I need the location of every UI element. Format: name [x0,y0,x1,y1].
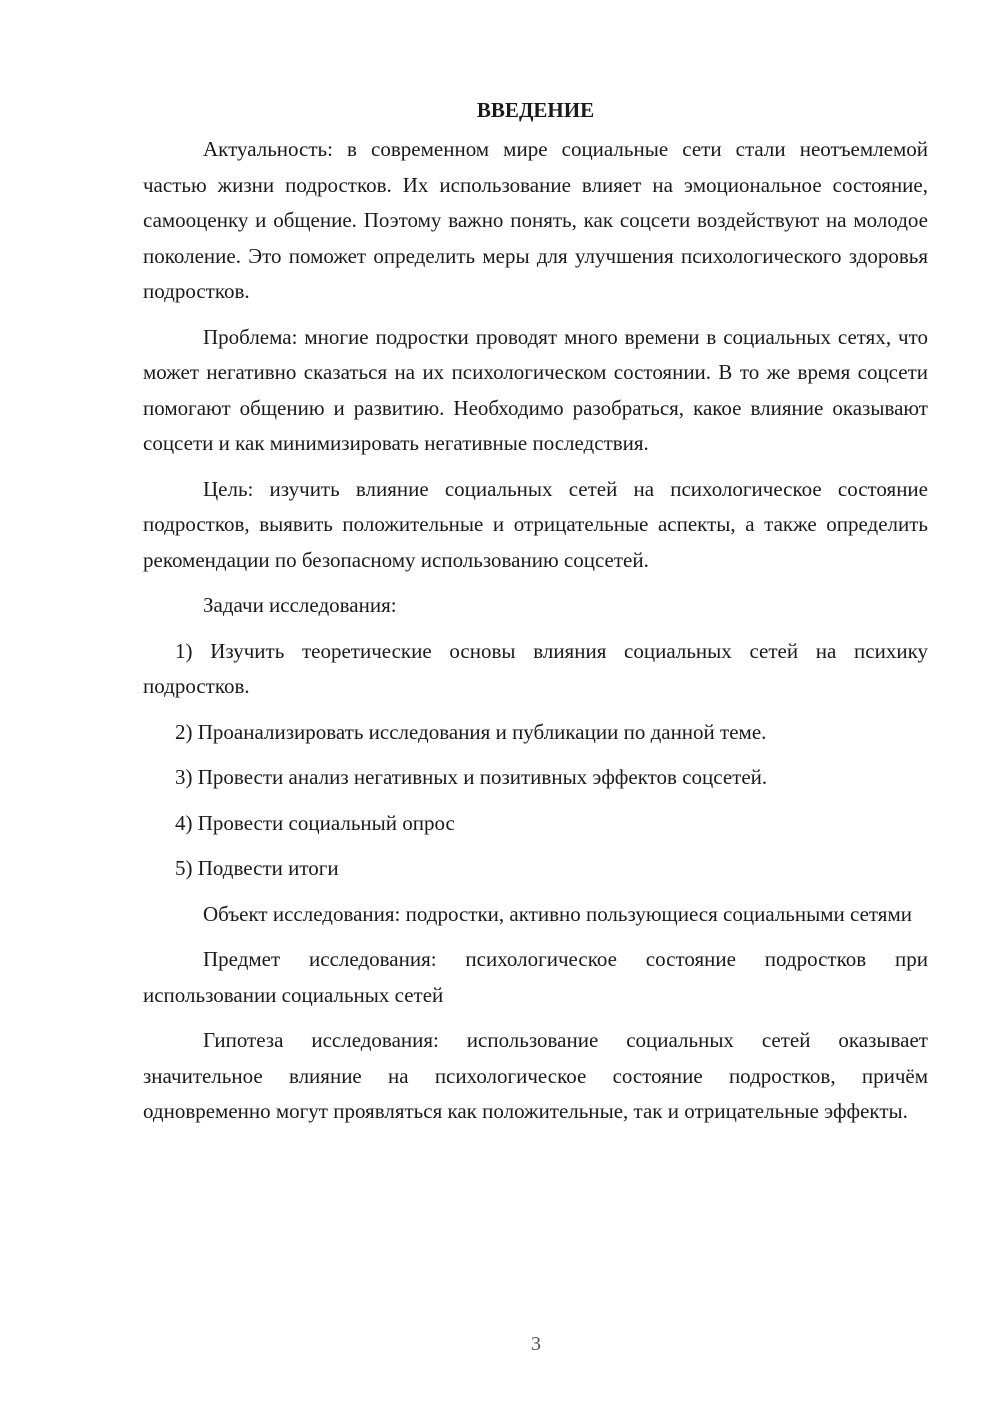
section-title: ВВЕДЕНИЕ [476,98,595,122]
page-number: 3 [531,1333,541,1355]
paragraph-goal: Цель: изучить влияние социальных сетей на психологическое состояние подростков, выявить положительные и отрицательные аспекты, а также определить рекомендации по безопасному использованию соцсетей. [143,476,928,572]
paragraph-subject: Предмет исследования: психологическое состояние подростков при использовании социальных сетей [143,947,928,1007]
tasks-list [143,634,928,887]
paragraph-hypothesis: Гипотеза исследования: использование социальных сетей оказывает значительное влияние на психологическое состояние подростков, причём одновременно могут проявляться как положительные, так и отрицательные эффекты. [143,1028,928,1123]
list-item: 4) Провести социальный опрос [175,810,455,835]
list-item: 3) Провести анализ негативных и позитивных эффектов соцсетей. [175,765,768,789]
paragraph-problem: Проблема: многие подростки проводят много времени в социальных сетях, что может негативно сказаться на их психологическом состоянии. В то же время соцсети помогают общению и развитию. Необходимо разобраться, какое влияние оказывают соцсети и как минимизировать негативные последствия. [143,324,928,455]
list-item: 2) Проанализировать исследования и публикации по данной теме. [175,719,767,744]
paragraph-tasks-heading: Задачи исследования: [203,593,397,617]
paragraph-relevance: Актуальность: в современном мире социальные сети стали неотъемлемой частью жизни подростков. Их использование влияет на эмоциональное состояние, самооценку и общение. Поэтому важно понять, как соцсети воздействуют на молодое поколение. Это поможет определить меры для улучшения психологического здоровья подростков. [143,137,928,303]
list-item: 5) Подвести итоги [175,856,339,880]
list-item: 1) Изучить теоретические основы влияния социальных сетей на психику подростков. [143,638,928,698]
paragraph-object: Объект исследования: подростки, активно пользующиеся социальными сетями [203,901,912,926]
page-content [143,88,928,1140]
